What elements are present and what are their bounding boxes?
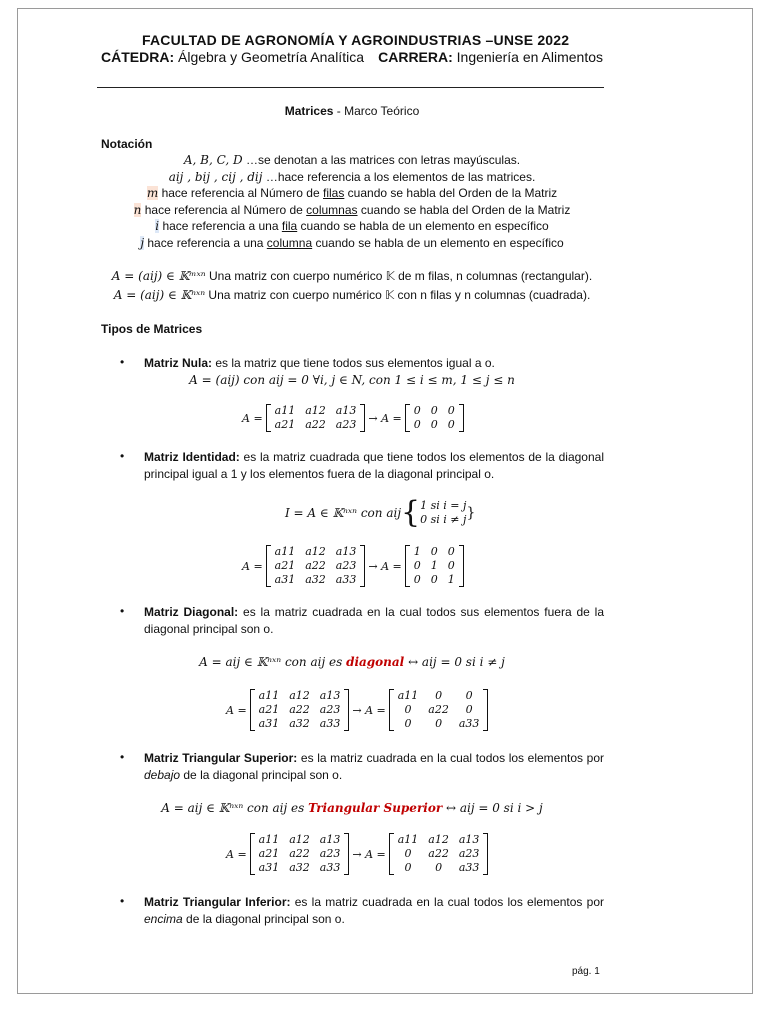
cell: a22 bbox=[289, 703, 310, 716]
identidad-matrix-a bbox=[266, 545, 366, 587]
l5-a: hace referencia a una bbox=[159, 219, 282, 233]
cell: 0 bbox=[404, 703, 412, 716]
nula-formula: A = (aij) con aij = 0 ∀i, j ∈ N, con 1 ≤ i ≤ m, 1 ≤ j ≤ n bbox=[189, 373, 515, 387]
def2-text: Una matriz con cuerpo numérico 𝕂 con n filas y n columnas (cuadrada). bbox=[205, 288, 591, 302]
tri-sup-desc-a: es la matriz cuadrada en la cual todos los elementos por bbox=[297, 751, 604, 765]
cell: a21 bbox=[258, 847, 280, 860]
title-bold: Matrices bbox=[284, 104, 334, 118]
bullet-diagonal bbox=[120, 604, 604, 640]
cell: 0 bbox=[447, 404, 455, 417]
tri-sup-matrix-eq bbox=[226, 833, 491, 875]
tri-sup-name: Matriz Triangular Superior: bbox=[144, 751, 298, 765]
var-i: i bbox=[155, 219, 160, 233]
cell: a23 bbox=[458, 847, 480, 860]
cell: a33 bbox=[458, 717, 480, 730]
cell: 0 bbox=[465, 689, 473, 702]
cell: a33 bbox=[458, 861, 480, 874]
cell: 0 bbox=[404, 847, 412, 860]
notacion-line-1-text: …se denotan a las matrices con letras mayúsculas. bbox=[242, 153, 521, 167]
bullet-dot: • bbox=[120, 449, 125, 463]
identidad-formula-text: I = A ∈ 𝕂ⁿˣⁿ con aij bbox=[285, 506, 402, 520]
cell: a13 bbox=[319, 689, 341, 702]
cell: 0 bbox=[413, 559, 421, 572]
trisup-matrix-a bbox=[250, 833, 350, 875]
notacion-line-5 bbox=[101, 218, 603, 234]
l6-b: cuando se habla de un elemento en específico bbox=[312, 236, 564, 250]
tri-inf-desc-a: es la matriz cuadrada en la cual todos los elementos por bbox=[290, 895, 605, 909]
notacion-line-3 bbox=[101, 185, 603, 201]
diagonal-lhs: A = bbox=[226, 703, 247, 717]
def2-math: A = (aij) ∈ 𝕂ⁿˣⁿ bbox=[113, 288, 206, 302]
diag-f-red: diagonal bbox=[346, 655, 405, 669]
cell: 0 bbox=[404, 717, 412, 730]
brace-glyph: { bbox=[401, 495, 421, 530]
cell: 1 bbox=[430, 559, 438, 572]
cell: 0 bbox=[430, 545, 438, 558]
cell: a33 bbox=[319, 717, 341, 730]
trisup-f-red: Triangular Superior bbox=[308, 801, 443, 815]
notacion-line-2-text: …hace referencia a los elementos de las matrices. bbox=[262, 170, 536, 184]
nula-desc-text: es la matriz que tiene todos sus elementos igual a o. bbox=[212, 356, 495, 370]
cell: 0 bbox=[447, 418, 455, 431]
cell: a11 bbox=[397, 689, 419, 702]
nula-matrix-eq bbox=[242, 404, 467, 432]
l4-underlined: columnas bbox=[306, 203, 358, 217]
bullet-identidad bbox=[120, 449, 604, 485]
cell: 0 bbox=[435, 861, 443, 874]
diagonal-desc bbox=[144, 604, 604, 638]
element-letters: aij , bij , cij , dij bbox=[168, 170, 263, 184]
cell: a31 bbox=[258, 717, 280, 730]
cell: a12 bbox=[305, 404, 326, 417]
carrera-value: Ingeniería en Alimentos bbox=[456, 49, 603, 65]
cell: a11 bbox=[258, 833, 280, 846]
brace-close: } bbox=[466, 505, 476, 521]
cell: 0 bbox=[413, 573, 421, 586]
cell: a32 bbox=[289, 717, 310, 730]
diag-f-b: ↔ aij = 0 si i ≠ j bbox=[404, 655, 505, 669]
course-line bbox=[101, 49, 603, 65]
l6-a: hace referencia a una bbox=[144, 236, 267, 250]
cell: a32 bbox=[305, 573, 326, 586]
cases-list bbox=[420, 499, 466, 527]
carrera-label: CARRERA: bbox=[378, 49, 453, 65]
diagonal-matrix-result bbox=[389, 689, 489, 731]
cell: 0 bbox=[447, 545, 455, 558]
diagonal-name: Matriz Diagonal: bbox=[144, 605, 239, 619]
tri-sup-desc-b: de la diagonal principal son o. bbox=[180, 768, 343, 782]
tri-inf-desc-b: de la diagonal principal son o. bbox=[182, 912, 345, 926]
cell: 0 bbox=[404, 861, 412, 874]
cell: 0 bbox=[430, 404, 438, 417]
cell: a13 bbox=[335, 545, 357, 558]
nula-matrix-a bbox=[266, 404, 366, 432]
identidad-cases bbox=[401, 495, 476, 530]
cell: a21 bbox=[274, 418, 296, 431]
trisup-lhs: A = bbox=[226, 847, 247, 861]
var-n: n bbox=[133, 203, 142, 217]
carrera bbox=[378, 49, 603, 65]
trisup-f-b: ↔ aij = 0 si i > j bbox=[442, 801, 543, 815]
cell: a31 bbox=[274, 573, 296, 586]
nula-desc bbox=[144, 355, 604, 372]
cell: a21 bbox=[274, 559, 296, 572]
bullet-triangular-superior bbox=[120, 750, 604, 786]
cell: 0 bbox=[465, 703, 473, 716]
page-number: pág. 1 bbox=[572, 966, 600, 977]
identidad-formula bbox=[285, 495, 476, 530]
tri-sup-formula bbox=[101, 800, 603, 816]
cell: a23 bbox=[319, 703, 341, 716]
cell: a22 bbox=[289, 847, 310, 860]
nula-name: Matriz Nula: bbox=[144, 356, 213, 370]
tri-inf-name: Matriz Triangular Inferior: bbox=[144, 895, 291, 909]
cell: 0 bbox=[430, 573, 438, 586]
cell: a32 bbox=[289, 861, 310, 874]
cell: 1 bbox=[413, 545, 421, 558]
l5-underlined: fila bbox=[281, 219, 298, 233]
diagonal-arrow: → A = bbox=[352, 703, 386, 717]
cell: a11 bbox=[274, 545, 296, 558]
header-divider bbox=[97, 87, 604, 88]
identidad-desc bbox=[144, 449, 604, 483]
notacion-line-2 bbox=[101, 169, 603, 185]
bullet-dot: • bbox=[120, 750, 125, 764]
catedra bbox=[101, 49, 364, 65]
catedra-value: Álgebra y Geometría Analítica bbox=[178, 49, 364, 65]
cell: a11 bbox=[397, 833, 419, 846]
identidad-desc-text: es la matriz cuadrada que tiene todos los elementos de la diagonal principal igual a 1 y los elementos fuera de la diagonal principal o. bbox=[144, 450, 604, 481]
cell: 0 bbox=[435, 689, 443, 702]
identidad-matrix-result bbox=[405, 545, 464, 587]
bullet-dot: • bbox=[120, 604, 125, 618]
cell: a31 bbox=[258, 861, 280, 874]
case-2: 0 si i ≠ j bbox=[420, 513, 467, 526]
l4-b: cuando se habla del Orden de la Matriz bbox=[357, 203, 571, 217]
cell: 0 bbox=[447, 559, 455, 572]
cell: 0 bbox=[413, 418, 421, 431]
cell: a23 bbox=[335, 559, 357, 572]
cell: a23 bbox=[335, 418, 357, 431]
cell: a12 bbox=[428, 833, 449, 846]
identidad-lhs: A = bbox=[242, 559, 263, 573]
document-title bbox=[101, 103, 603, 119]
trisup-arrow: → A = bbox=[352, 847, 386, 861]
faculty-header: FACULTAD DE AGRONOMÍA Y AGROINDUSTRIAS –UNSE 2022 bbox=[142, 32, 570, 48]
identidad-name: Matriz Identidad: bbox=[144, 450, 240, 464]
matrix-letters: A, B, C, D bbox=[183, 153, 243, 167]
cell: a11 bbox=[258, 689, 280, 702]
l4-a: hace referencia al Número de bbox=[141, 203, 307, 217]
definition-square bbox=[101, 287, 603, 303]
diagonal-matrix-a bbox=[250, 689, 350, 731]
var-j: j bbox=[140, 236, 145, 250]
cell: 0 bbox=[435, 717, 443, 730]
cell: a12 bbox=[305, 545, 326, 558]
var-m: m bbox=[146, 186, 159, 200]
tri-inf-desc-em: encima bbox=[144, 912, 183, 926]
cell: a13 bbox=[319, 833, 341, 846]
notacion-line-6 bbox=[101, 235, 603, 251]
cell: a33 bbox=[335, 573, 357, 586]
bullet-dot: • bbox=[120, 355, 125, 369]
l5-b: cuando se habla de un elemento en específico bbox=[297, 219, 549, 233]
tri-sup-desc-em: debajo bbox=[144, 768, 181, 782]
nula-lhs: A = bbox=[242, 411, 263, 425]
cell: a13 bbox=[335, 404, 357, 417]
diagonal-desc-text: es la matriz cuadrada en la cual todos sus elementos fuera de la diagonal principal son o. bbox=[144, 605, 604, 636]
definition-rectangular bbox=[101, 268, 603, 284]
l6-underlined: columna bbox=[266, 236, 313, 250]
tipos-heading: Tipos de Matrices bbox=[101, 322, 203, 336]
title-rest: - Marco Teórico bbox=[333, 104, 420, 118]
bullet-triangular-inferior bbox=[120, 894, 604, 930]
bullet-dot: • bbox=[120, 894, 125, 908]
cell: 0 bbox=[413, 404, 421, 417]
notacion-line-4 bbox=[101, 202, 603, 218]
nula-matrix-result bbox=[405, 404, 464, 432]
diagonal-matrix-eq bbox=[226, 689, 491, 731]
cell: a22 bbox=[428, 703, 449, 716]
cell: a13 bbox=[458, 833, 480, 846]
diag-f-a: A = aij ∈ 𝕂ⁿˣⁿ con aij es bbox=[199, 655, 347, 669]
def1-text: Una matriz con cuerpo numérico 𝕂 de m filas, n columnas (rectangular). bbox=[205, 269, 593, 283]
l3-a: hace referencia al Número de bbox=[158, 186, 323, 200]
notacion-heading: Notación bbox=[101, 137, 153, 151]
diagonal-formula bbox=[101, 654, 603, 670]
l3-underlined: filas bbox=[323, 186, 345, 200]
cell: a22 bbox=[305, 418, 326, 431]
cell: a12 bbox=[289, 689, 310, 702]
def1-math: A = (aij) ∈ 𝕂ᵐˣⁿ bbox=[111, 269, 206, 283]
cell: a11 bbox=[274, 404, 296, 417]
notacion-line-1 bbox=[101, 152, 603, 168]
catedra-label: CÁTEDRA: bbox=[101, 49, 175, 65]
cell: a22 bbox=[428, 847, 449, 860]
identidad-arrow: → A = bbox=[368, 559, 402, 573]
tri-inf-desc bbox=[144, 894, 604, 928]
cell: a21 bbox=[258, 703, 280, 716]
cell: a12 bbox=[289, 833, 310, 846]
case-1: 1 si i = j bbox=[420, 499, 467, 512]
cell: a33 bbox=[319, 861, 341, 874]
nula-arrow: → A = bbox=[368, 411, 402, 425]
trisup-f-a: A = aij ∈ 𝕂ⁿˣⁿ con aij es bbox=[161, 801, 309, 815]
l3-b: cuando se habla del Orden de la Matriz bbox=[344, 186, 558, 200]
cell: 1 bbox=[447, 573, 455, 586]
cell: a22 bbox=[305, 559, 326, 572]
cell: 0 bbox=[430, 418, 438, 431]
trisup-matrix-result bbox=[389, 833, 489, 875]
tri-sup-desc bbox=[144, 750, 604, 784]
cell: a23 bbox=[319, 847, 341, 860]
identidad-matrix-eq bbox=[242, 545, 467, 587]
